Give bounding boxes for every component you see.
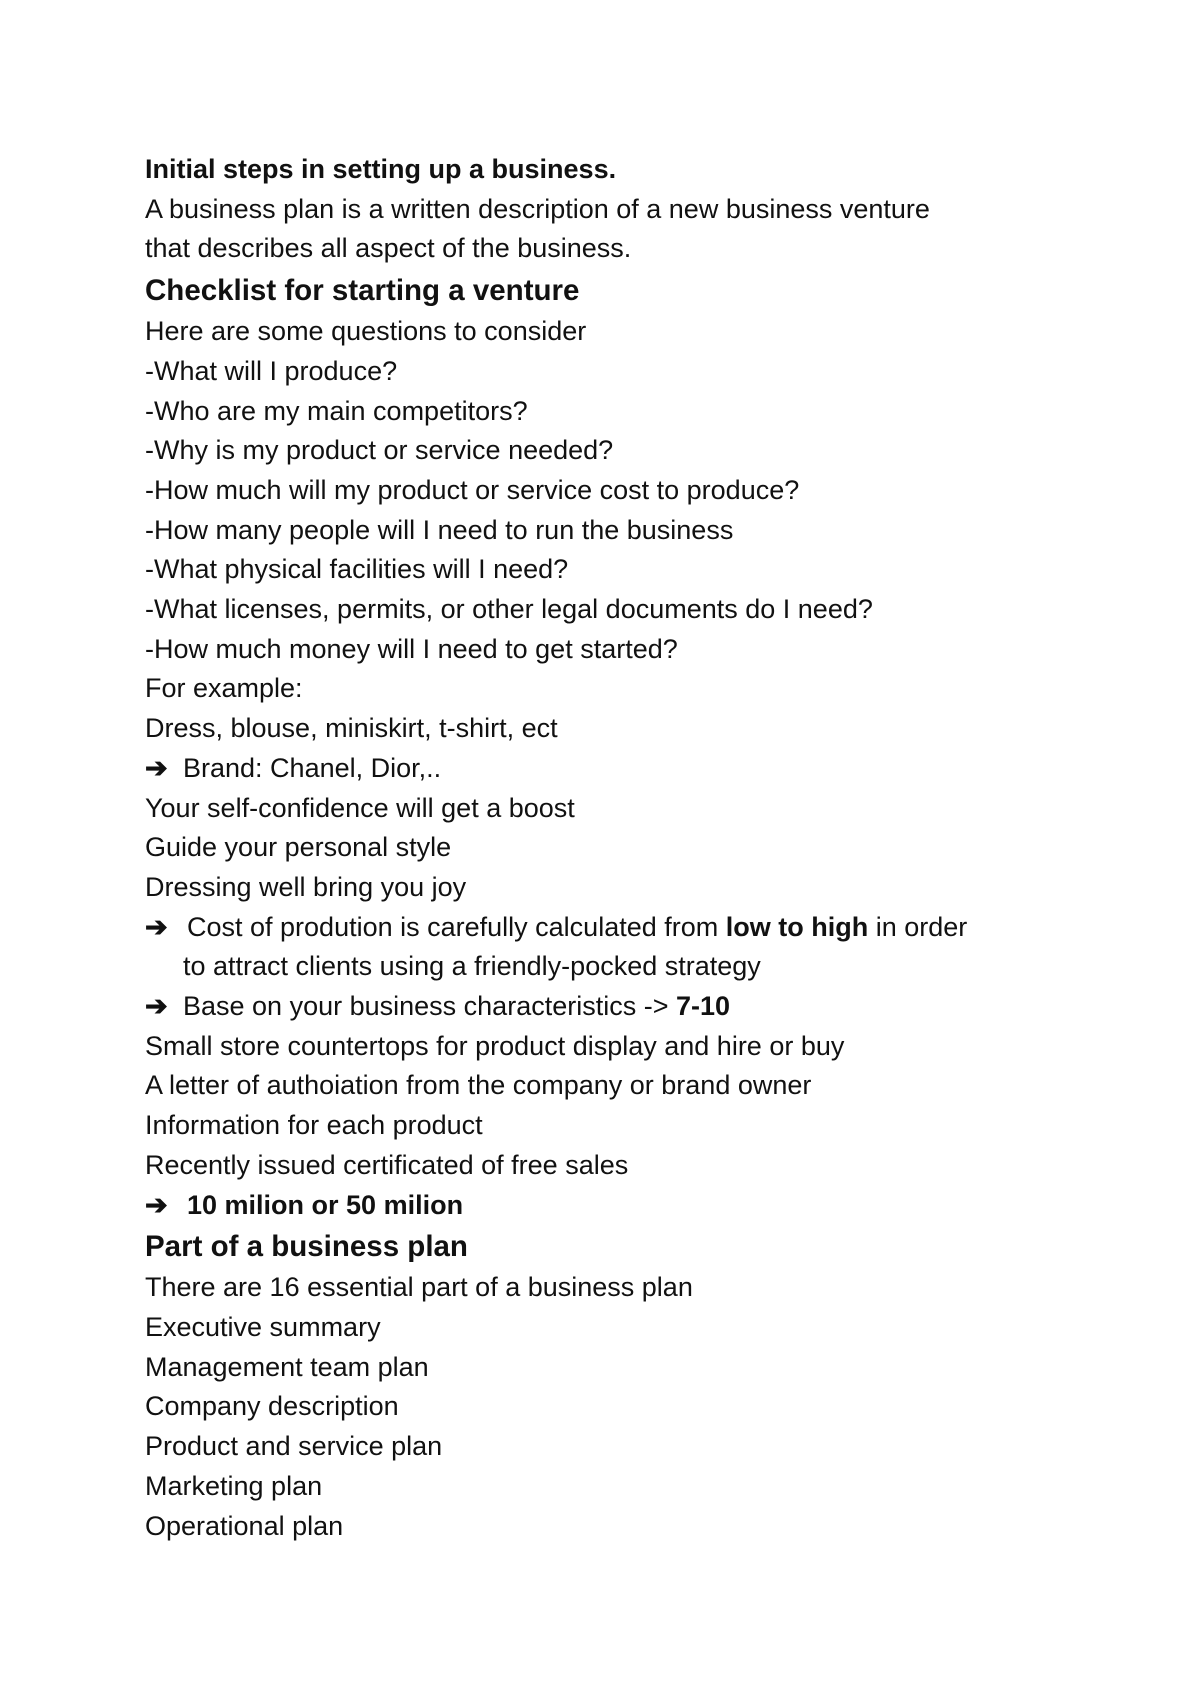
intro-text-line-1: A business plan is a written description of a new business venture	[145, 193, 930, 224]
part-item: Executive summary	[145, 1311, 381, 1342]
part-item: Management team plan	[145, 1351, 429, 1382]
example-intro: For example:	[145, 673, 303, 704]
document-body	[145, 150, 1105, 1546]
arrow-right-icon: ➔	[145, 752, 168, 783]
parts-intro: There are 16 essential part of a business plan	[145, 1272, 693, 1303]
heading-checklist: Checklist for starting a venture	[145, 274, 580, 308]
part-item: Product and service plan	[145, 1431, 443, 1462]
questions-intro: Here are some questions to consider	[145, 316, 587, 347]
cost-text-bold: low to high	[725, 911, 869, 942]
arrow-right-icon: ➔	[145, 1189, 168, 1220]
brand-line	[145, 749, 1105, 789]
base-text-prefix: Base on your business characteristics ->	[183, 991, 676, 1022]
heading-initial-steps: Initial steps in setting up a business.	[145, 154, 617, 184]
requirement-item: Information for each product	[145, 1110, 483, 1141]
requirement-item: Small store countertops for product display and hire or buy	[145, 1030, 845, 1061]
requirement-item: A letter of authoiation from the company or brand owner	[145, 1070, 812, 1101]
question-item: -What physical facilities will I need?	[145, 554, 569, 585]
money-line	[145, 1186, 1105, 1226]
brand-text: Brand: Chanel, Dior,..	[183, 752, 442, 783]
question-item: -How many people will I need to run the business	[145, 514, 734, 545]
arrow-right-icon: ➔	[145, 911, 168, 942]
question-item: -Who are my main competitors?	[145, 395, 528, 426]
part-item: Operational plan	[145, 1510, 344, 1541]
question-item: -How much money will I need to get started?	[145, 633, 678, 664]
question-item: -What will I produce?	[145, 355, 398, 386]
cost-text-prefix: Cost of prodution is carefully calculated from	[187, 911, 726, 942]
question-item: -Why is my product or service needed?	[145, 435, 614, 466]
example-items: Dress, blouse, miniskirt, t-shirt, ect	[145, 713, 558, 744]
cost-line-continuation: to attract clients using a friendly-pocked strategy	[183, 951, 761, 982]
question-item: -How much will my product or service cost to produce?	[145, 474, 800, 505]
benefit-item: Dressing well bring you joy	[145, 871, 467, 902]
arrow-right-icon: ➔	[145, 991, 168, 1022]
question-item: -What licenses, permits, or other legal documents do I need?	[145, 594, 873, 625]
cost-text-suffix: in order	[868, 911, 968, 942]
cost-line	[145, 908, 1105, 948]
intro-text-line-2: that describes all aspect of the business.	[145, 233, 632, 264]
benefit-item: Your self-confidence will get a boost	[145, 792, 575, 823]
heading-parts: Part of a business plan	[145, 1230, 468, 1264]
requirement-item: Recently issued certificated of free sales	[145, 1149, 629, 1180]
money-text: 10 milion or 50 milion	[187, 1189, 464, 1220]
part-item: Company description	[145, 1391, 399, 1422]
benefit-item: Guide your personal style	[145, 832, 452, 863]
base-line	[145, 987, 1105, 1027]
part-item: Marketing plan	[145, 1470, 323, 1501]
base-text-bold: 7-10	[675, 991, 731, 1022]
